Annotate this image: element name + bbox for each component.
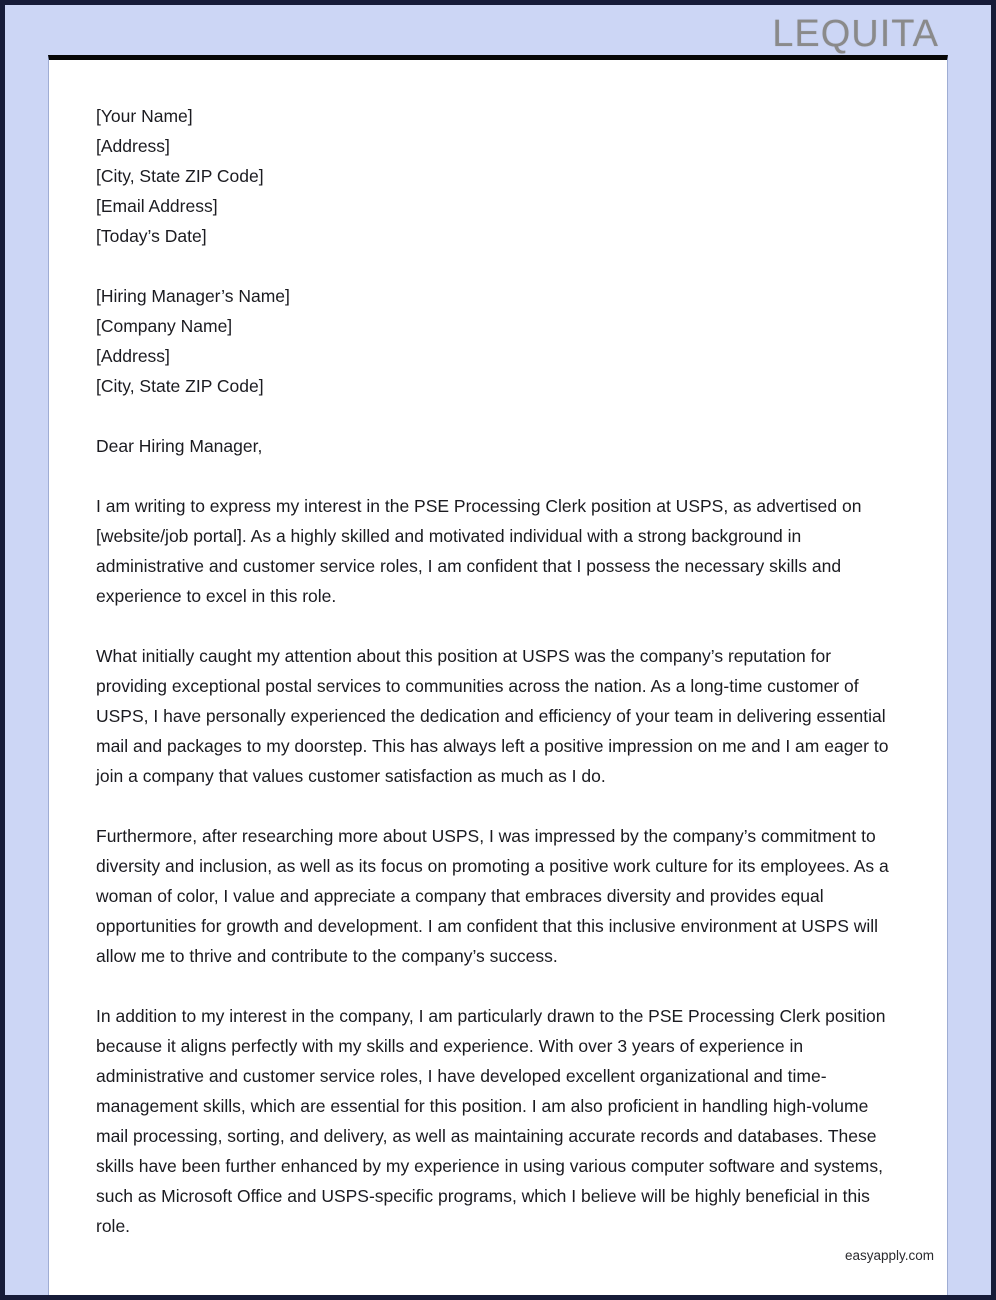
paragraph: In addition to my interest in the company, I am particularly drawn to the PSE Processing Clerk position because it aligns perfectly with my skills and experience. With over 3 years of experience in administrative and customer service roles, I have developed excellent organizational and time-management skills, which are essential for this position. I am also proficient in handling high-volume mail processing, sorting, and delivery, as well as maintaining accurate records and databases. These skills have been further enhanced by my experience in using various computer software and systems, such as Microsoft Office and USPS-specific programs, which I believe will be highly beneficial in this role.	[96, 1006, 886, 1236]
recipient-line: [City, State ZIP Code]	[96, 376, 264, 396]
sender-line: [Your Name]	[96, 106, 193, 126]
recipient-line: [Address]	[96, 346, 170, 366]
sender-line: [Today’s Date]	[96, 226, 207, 246]
recipient-line: [Company Name]	[96, 316, 233, 336]
sender-line: [Email Address]	[96, 196, 218, 216]
document-page	[48, 55, 948, 1300]
sender-line: [City, State ZIP Code]	[96, 166, 264, 186]
paragraph: What initially caught my attention about this position at USPS was the company’s reputation for providing exceptional postal services to communities across the nation. As a long-time customer of USPS, I have personally experienced the dedication and efficiency of your team in delivering essential mail and packages to my doorstep. This has always left a positive impression on me and I am eager to join a company that values customer satisfaction as much as I do.	[96, 646, 889, 786]
watermark: easyapply.com	[842, 1246, 937, 1266]
sender-block	[96, 101, 895, 251]
sender-line: [Address]	[96, 136, 170, 156]
brand-logo: LEQUITA	[772, 13, 939, 55]
recipient-block	[96, 281, 895, 401]
letter-content	[49, 60, 947, 1241]
recipient-line: [Hiring Manager’s Name]	[96, 286, 290, 306]
salutation: Dear Hiring Manager,	[96, 436, 263, 456]
paragraph: I am writing to express my interest in the PSE Processing Clerk position at USPS, as advertised on [website/job portal]. As a highly skilled and motivated individual with a strong background in administrative and customer service roles, I am confident that I possess the necessary skills and experience to excel in this role.	[96, 496, 862, 606]
paragraph: Furthermore, after researching more about USPS, I was impressed by the company’s commitment to diversity and inclusion, as well as its focus on promoting a positive work culture for its employees. As a woman of color, I value and appreciate a company that embraces diversity and provides equal opportunities for growth and development. I am confident that this inclusive environment at USPS will allow me to thrive and contribute to the company’s success.	[96, 826, 889, 966]
